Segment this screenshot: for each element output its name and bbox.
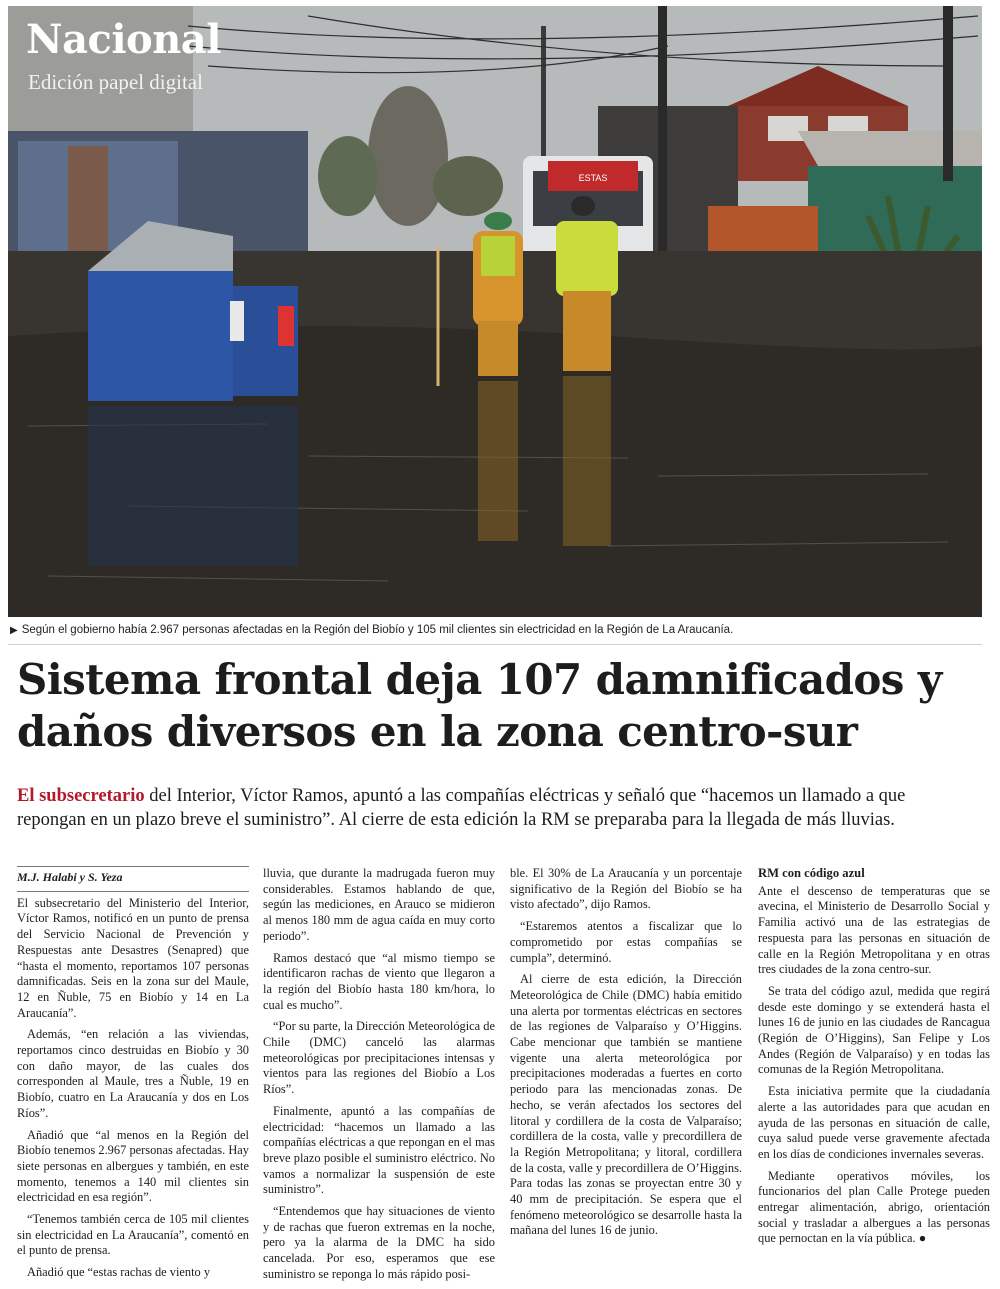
paragraph: Además, “en relación a las viviendas, reportamos cinco destruidas en Biobío y 30 con daño mayor, de las cuales dos corresponden al Maule, tres a Ñuble, 19 en Biobío, cuatro en La Araucanía y dos en Los Ríos”. bbox=[17, 1027, 249, 1120]
headline: Sistema frontal deja 107 damnificados y daños diversos en la zona centro-sur bbox=[17, 655, 942, 756]
lead-paragraph bbox=[17, 784, 977, 832]
paragraph: Se trata del código azul, medida que regirá desde este domingo y se extenderá hasta el lunes 16 de junio en las ciudades de Rancagua (Región de O’Higgins), San Felipe y Los Andes (Región de Valparaíso) y en todas las comunas de la Región Metropolitana. bbox=[758, 983, 990, 1077]
column-2 bbox=[263, 866, 495, 1289]
paragraph: “Por su parte, la Dirección Meteorológica de Chile (DMC) canceló las alarmas meteorológicas por precipitaciones intensas y vientos para las regiones del Biobío a Los Ríos”. bbox=[263, 1019, 495, 1097]
flooded-street-illustration bbox=[8, 6, 982, 617]
paragraph: El subsecretario del Ministerio del Interior, Víctor Ramos, notificó en un punto de prensa del Servicio Nacional de Prevención y Respuestas ante Desastres (Senapred) que “hasta el momento, reportamos 107 personas damnificadas. Seis en la zona sur del Maule, 12 en Ñuble, 75 en Biobío y 14 en La Araucanía”. bbox=[17, 895, 249, 1020]
lead-photo bbox=[8, 6, 982, 617]
lead-kicker: El subsecretario bbox=[17, 786, 145, 806]
paragraph bbox=[758, 1169, 990, 1248]
column-1 bbox=[17, 866, 249, 1287]
caption-text: Según el gobierno había 2.967 personas afectadas en la Región del Biobío y 105 mil clientes sin electricidad en la Región de La Araucanía. bbox=[21, 624, 734, 636]
worker-left bbox=[473, 212, 523, 376]
paragraph: lluvia, que durante la madrugada fueron muy considerables. Estamos hablando de que, según las mediciones, en Arauco se midieron al menos 180 mm de agua caída en muy corto periodo”. bbox=[263, 866, 495, 943]
subheading: RM con código azul bbox=[758, 866, 865, 880]
bus-sign: ESTAS bbox=[578, 173, 608, 183]
column-3 bbox=[510, 866, 742, 1245]
paragraph: Añadió que “al menos en la Región del Biobío tenemos 2.967 personas afectadas. Hay siete personas en albergues y también, en este momento, tenemos a 140 mil clientes sin electricidad en esa región”. bbox=[17, 1127, 249, 1205]
paragraph: “Entendemos que hay situaciones de viento y de rachas que fueron extremas en la noche, pero ya la alarma de la DMC ha sido cancelada. Por eso, esperamos que ese suministro se reponga lo más rápido posi- bbox=[263, 1204, 495, 1281]
paragraph: ble. El 30% de La Araucanía y un porcentaje significativo de la Región del Biobío se ha visto afectado”, dijo Ramos. bbox=[510, 866, 742, 912]
paragraph: “Estaremos atentos a fiscalizar que lo comprometido por estas compañías se cumpla”, determinó. bbox=[510, 919, 742, 965]
section-title: Nacional bbox=[26, 16, 221, 63]
paragraph: Esta iniciativa permite que la ciudadanía alerte a las autoridades para que acudan en ayuda de las personas en situación de calle, cuya salud puede verse gravemente afectada en los días de condiciones invernales severas. bbox=[758, 1084, 990, 1161]
paragraph: Ante el descenso de temperaturas que se avecina, el Ministerio de Desarrollo Social y Familia activó una de las estrategias de respuesta para las personas en situación de calle en la Región Metropolitana y en otras tres ciudades de la zona centro-sur. bbox=[758, 883, 990, 977]
lead-text: del Interior, Víctor Ramos, apuntó a las compañías eléctricas y señaló que “hacemos un llamado a que repongan en un plazo breve el suministro”. Al cierre de esta edición la RM se preparaba para la llegada de más lluvias. bbox=[17, 786, 906, 830]
paragraph: “Tenemos también cerca de 105 mil clientes sin electricidad en La Araucanía”, comentó en el punto de prensa. bbox=[17, 1212, 249, 1258]
divider bbox=[8, 644, 982, 645]
worker-right bbox=[556, 196, 618, 371]
paragraph-text: Mediante operativos móviles, los funcionarios del plan Calle Protege pueden entregar alimentación, abrigo, orientación social y trasladar a albergues a las personas que pernoctan en la vía pública. bbox=[758, 1168, 990, 1246]
caption-triangle-icon: ▶ bbox=[10, 625, 18, 636]
paragraph: Al cierre de esta edición, la Dirección Meteorológica de Chile (DMC) había emitido una alerta por tormentas eléctricas en sectores de las regiones de Valparaíso y O’Higgins. Cabe mencionar que también se mantiene vigente una alerta meteorológica por precipitaciones moderadas a fuertes en corto periodo para las mencionadas zonas. De hecho, se verán afectados los sectores del litoral y cordillera de la costa de Valparaíso; cordillera de la costa, valle y precordillera de la Región Metropolitana; y litoral, cordillera de la costa, valle y precordillera de O’Higgins. Para todas las zonas se proyectan entre 30 y 40 mm de precipitación. Se espera que el fenómeno meteorológico se desarrolle hasta la mañana del lunes 16 de junio. bbox=[510, 972, 742, 1238]
photo-caption bbox=[10, 624, 970, 636]
paragraph: Finalmente, apuntó a las compañías de electricidad: “hacemos un llamado a las compañías eléctricas a que repongan en el mas breve plazo posible el suministro eléctrico. No vamos a normalizar la suspensión de este suministro”. bbox=[263, 1103, 495, 1197]
end-mark-icon: ● bbox=[918, 1231, 927, 1246]
column-4 bbox=[758, 866, 990, 1253]
paragraph: Ramos destacó que “al mismo tiempo se identificaron rachas de viento que llegaron a la región del Biobío hasta 180 km/hora, lo cual es mucho”. bbox=[263, 950, 495, 1012]
paragraph: Añadió que “estas rachas de viento y bbox=[27, 1265, 211, 1280]
section-subtitle: Edición papel digital bbox=[28, 70, 203, 94]
byline: M.J. Halabi y S. Yeza bbox=[17, 866, 249, 892]
